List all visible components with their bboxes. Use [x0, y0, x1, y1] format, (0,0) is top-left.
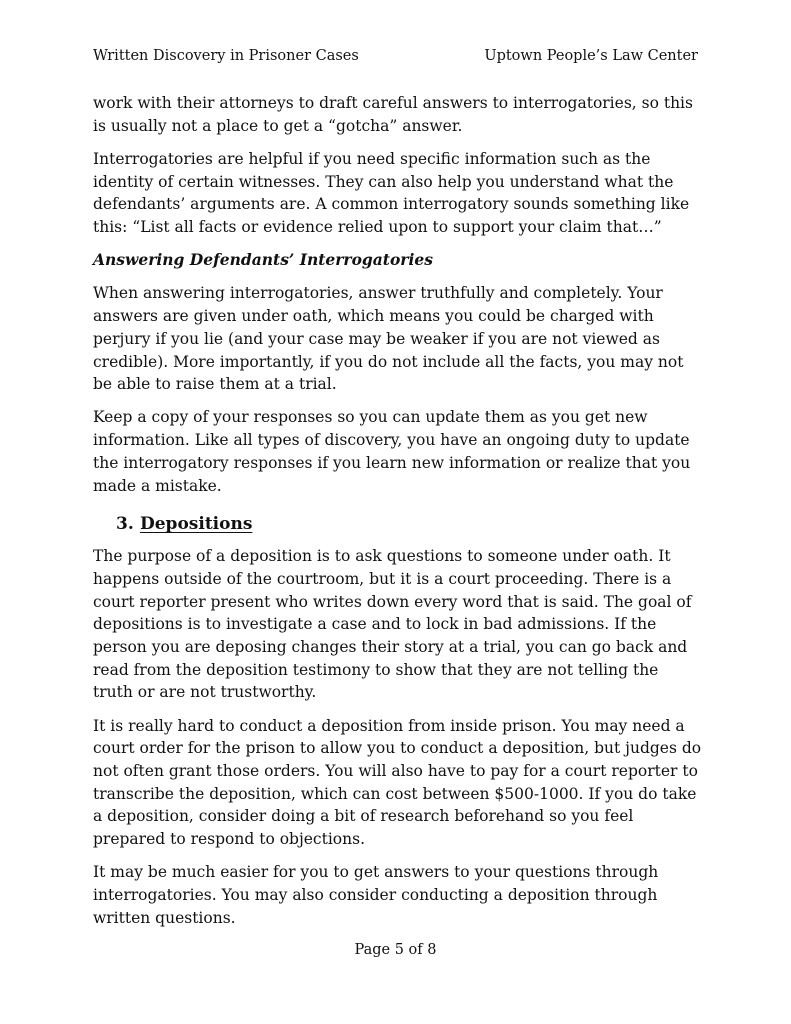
paragraph: The purpose of a deposition is to ask questions to someone under oath. It happens outside of the courtroom, but it is a court proceeding. There is a court reporter present who writes down every word that is said. The goal of depositions is to investigate a case and to lock in bad admissions. If the person you are deposing changes their story at a trial, you can go back and read from the deposition testimony to show that they are not telling the truth or are not trustworthy. [93, 547, 692, 702]
paragraph: It may be much easier for you to get answers to your questions through interrogatories. You may also consider conducting a deposition through written questions. [93, 863, 659, 927]
header-organization: Uptown People’s Law Center [484, 48, 698, 64]
header-document-title: Written Discovery in Prisoner Cases [93, 48, 359, 64]
paragraph: It is really hard to conduct a deposition from inside prison. You may need a court order for the prison to allow you to conduct a deposition, but judges do not often grant those orders. You will also have to pay for a court reporter to transcribe the deposition, which can cost between $500-1000. If you do take a deposition, consider doing a bit of research beforehand so you feel prepared to respond to objections. [93, 716, 702, 849]
body-text [93, 92, 703, 940]
running-header [93, 47, 698, 65]
page-number: Page 5 of 8 [354, 942, 437, 958]
section-title: Depositions [140, 514, 253, 535]
section-number: 3. [116, 514, 134, 535]
paragraph: Keep a copy of your responses so you can update them as you get new information. Like all types of discovery, you have an ongoing duty to update the interrogatory responses if you learn new information or realize that you made a mistake. [93, 408, 691, 495]
paragraph: work with their attorneys to draft careful answers to interrogatories, so this is usually not a place to get a “gotcha” answer. [93, 94, 693, 135]
section-heading-depositions [116, 513, 703, 535]
paragraph: Interrogatories are helpful if you need specific information such as the identity of certain witnesses. They can also help you understand what the defendants’ arguments are. A common interrogatory sounds something like this: “List all facts or evidence relied upon to support your claim that…” [93, 149, 690, 237]
subheading-answering-interrogatories: Answering Defendants’ Interrogatories [93, 250, 433, 270]
paragraph: When answering interrogatories, answer truthfully and completely. Your answers are given under oath, which means you could be charged with perjury if you lie (and your case may be weaker if you are not viewed as credible). More importantly, if you do not include all the facts, you may not be able to raise them at a trial. [93, 284, 684, 394]
